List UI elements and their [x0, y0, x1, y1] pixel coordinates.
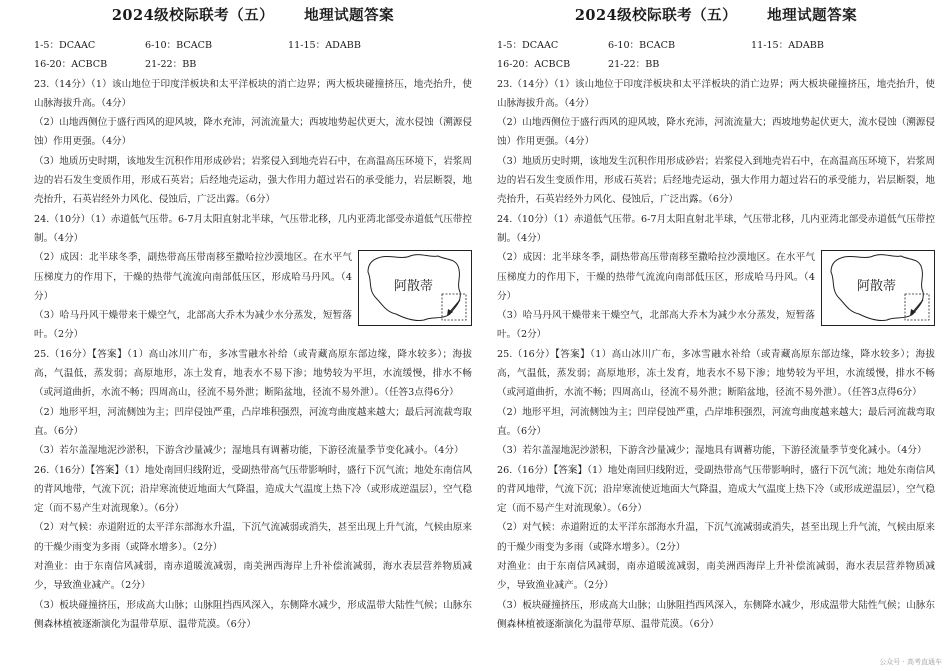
key-16-20: 16-20：ACBCB — [497, 59, 571, 71]
key-row-2 — [34, 55, 472, 74]
q23-part2: （2）山地西侧位于盛行西风的迎风坡，降水充沛，河流流量大；西坡地势起伏更大，流水侵蚀（溯源侵蚀）作用更强。（4分） — [497, 117, 935, 148]
q24-part1: 24.（10分）（1）赤道低气压带。6-7月太阳直射北半球，气压带北移，几内亚湾北部受赤道低气压带控制。（4分） — [497, 213, 935, 244]
q26-part3: （3）板块碰撞挤压，形成高大山脉；山脉阻挡西风深入，东侧降水减少，形成温带大陆性气候；山脉东侧森林植被逐渐演化为温带草原、温带荒漠。（6分） — [34, 599, 472, 630]
map-label: 阿散蒂 — [394, 279, 434, 295]
q24-with-map — [34, 248, 472, 344]
key-6-10: 6-10：BCACB — [145, 40, 213, 51]
q24-with-map — [497, 248, 935, 344]
title-sub: 地理试题答案 — [304, 7, 395, 24]
q24-part3: （3）哈马丹风干燥带来干燥空气，北部高大乔木为减少水分蒸发，短暂落叶。（2分） — [34, 310, 352, 341]
key-1-5: 1-5：DCAAC — [497, 40, 559, 51]
q23-part1: 23.（14分）（1）该山地位于印度洋板块和太平洋板块的消亡边界；两大板块碰撞挤压，地壳抬升，使山脉海拔升高。（4分） — [497, 78, 935, 109]
page-title-left — [34, 4, 472, 25]
q24-part2: （2）成因：北半球冬季，副热带高压带南移至撒哈拉沙漠地区。在水平气压梯度力的作用下，干燥的热带气流流向南部低压区，形成哈马丹风。（4分） — [34, 252, 352, 302]
answer-column-left — [34, 36, 472, 634]
key-6-10: 6-10：BCACB — [608, 40, 676, 51]
title-sub: 地理试题答案 — [767, 7, 858, 24]
q26-part3: （3）板块碰撞挤压，形成高大山脉；山脉阻挡西风深入，东侧降水减少，形成温带大陆性气候；山脉东侧森林植被逐渐演化为温带草原、温带荒漠。（6分） — [497, 599, 935, 630]
q26-part2-fishery: 对渔业：由于东南信风减弱，南赤道暖流减弱，南美洲西海岸上升补偿流减弱，海水表层营养物质减少，导致渔业减产。（2分） — [34, 561, 472, 592]
q25-part3: （3）若尔盖湿地泥沙淤积，下游含沙量减少；湿地具有调蓄功能，下游径流量季节变化减小。（4分） — [34, 445, 464, 457]
key-21-22: 21-22：BB — [608, 59, 660, 71]
ashanti-map — [358, 250, 472, 326]
key-16-20: 16-20：ACBCB — [34, 59, 108, 71]
key-1-5: 1-5：DCAAC — [34, 40, 96, 51]
q26-part2-climate: （2）对气候：赤道附近的太平洋东部海水升温，下沉气流减弱或消失，甚至出现上升气流，气候由原来的干燥少雨变为多雨（或降水增多）。（2分） — [497, 522, 935, 553]
q23-part2: （2）山地西侧位于盛行西风的迎风坡，降水充沛，河流流量大；西坡地势起伏更大，流水侵蚀（溯源侵蚀）作用更强。（4分） — [34, 117, 472, 148]
answer-column-right — [497, 36, 935, 634]
watermark-text: 公众号 · 高考直通车 — [879, 658, 942, 666]
key-row-2 — [497, 55, 935, 74]
key-11-15: 11-15：ADABB — [751, 40, 824, 51]
ashanti-map — [821, 250, 935, 326]
title-main: 2024级校际联考（五） — [111, 7, 275, 24]
q23-part3: （3）地质历史时期，该地发生沉积作用形成砂岩；岩浆侵入到地壳岩石中，在高温高压环境下，岩浆周边的岩石发生变质作用，形成石英岩；后经地壳运动，强大作用力超过岩石的承受能力，岩层断裂，地壳抬升，石英岩经外力风化、侵蚀后，广泛出露。（6分） — [34, 155, 472, 206]
q26-part2-fishery: 对渔业：由于东南信风减弱，南赤道暖流减弱，南美洲西海岸上升补偿流减弱，海水表层营养物质减少，导致渔业减产。（2分） — [497, 561, 935, 592]
q25-part2: （2）地形平坦，河流侧蚀为主；凹岸侵蚀严重，凸岸堆积强烈，河流弯曲度越来越大；最后河流裁弯取直。（6分） — [34, 406, 472, 437]
key-row-1 — [34, 36, 472, 55]
q25-part2: （2）地形平坦，河流侧蚀为主；凹岸侵蚀严重，凸岸堆积强烈，河流弯曲度越来越大；最后河流裁弯取直。（6分） — [497, 406, 935, 437]
key-row-1 — [497, 36, 935, 55]
q26-part1: 26.（16分）【答案】（1）地处南回归线附近，受副热带高气压带影响时，盛行下沉气流；地处东南信风的背风地带，气流下沉；沿岸寒流使近地面大气降温，造成大气温度上热下冷（或形成逆温层），空气稳定（而不易产生对流现象）。（6分） — [34, 464, 472, 515]
q24-part3: （3）哈马丹风干燥带来干燥空气，北部高大乔木为减少水分蒸发，短暂落叶。（2分） — [497, 310, 815, 341]
page-title-right — [497, 4, 935, 25]
q24-part2: （2）成因：北半球冬季，副热带高压带南移至撒哈拉沙漠地区。在水平气压梯度力的作用下，干燥的热带气流流向南部低压区，形成哈马丹风。（4分） — [497, 252, 815, 302]
q25-part1: 25.（16分）【答案】（1）高山冰川广布，多冰雪融水补给（或青藏高原东部边缘，降水较多）；海拔高，气温低，蒸发弱；高原地形，冻土发育，地表水不易下渗；地势较为平坦，水流缓慢，排水不畅（或河道曲折，水流不畅；四周高山，径流不易外泄；断陷盆地，径流不易外泄）。（任答3点得6分） — [34, 348, 472, 399]
q25-part3: （3）若尔盖湿地泥沙淤积，下游含沙量减少；湿地具有调蓄功能，下游径流量季节变化减小。（4分） — [497, 445, 927, 457]
q23-part3: （3）地质历史时期，该地发生沉积作用形成砂岩；岩浆侵入到地壳岩石中，在高温高压环境下，岩浆周边的岩石发生变质作用，形成石英岩；后经地壳运动，强大作用力超过岩石的承受能力，岩层断裂，地壳抬升，石英岩经外力风化、侵蚀后，广泛出露。（6分） — [497, 155, 935, 206]
q25-part1: 25.（16分）【答案】（1）高山冰川广布，多冰雪融水补给（或青藏高原东部边缘，降水较多）；海拔高，气温低，蒸发弱；高原地形，冻土发育，地表水不易下渗；地势较为平坦，水流缓慢，排水不畅（或河道曲折，水流不畅；四周高山，径流不易外泄；断陷盆地，径流不易外泄）。（任答3点得6分） — [497, 348, 935, 399]
q26-part2-climate: （2）对气候：赤道附近的太平洋东部海水升温，下沉气流减弱或消失，甚至出现上升气流，气候由原来的干燥少雨变为多雨（或降水增多）。（2分） — [34, 522, 472, 553]
title-main: 2024级校际联考（五） — [574, 7, 738, 24]
q26-part1: 26.（16分）【答案】（1）地处南回归线附近，受副热带高气压带影响时，盛行下沉气流；地处东南信风的背风地带，气流下沉；沿岸寒流使近地面大气降温，造成大气温度上热下冷（或形成逆温层），空气稳定（而不易产生对流现象）。（6分） — [497, 464, 935, 515]
key-21-22: 21-22：BB — [145, 59, 197, 71]
q23-part1: 23.（14分）（1）该山地位于印度洋板块和太平洋板块的消亡边界；两大板块碰撞挤压，地壳抬升，使山脉海拔升高。（4分） — [34, 78, 472, 109]
q24-part1: 24.（10分）（1）赤道低气压带。6-7月太阳直射北半球，气压带北移，几内亚湾北部受赤道低气压带控制。（4分） — [34, 213, 472, 244]
map-label: 阿散蒂 — [857, 279, 897, 295]
key-11-15: 11-15：ADABB — [288, 40, 361, 51]
